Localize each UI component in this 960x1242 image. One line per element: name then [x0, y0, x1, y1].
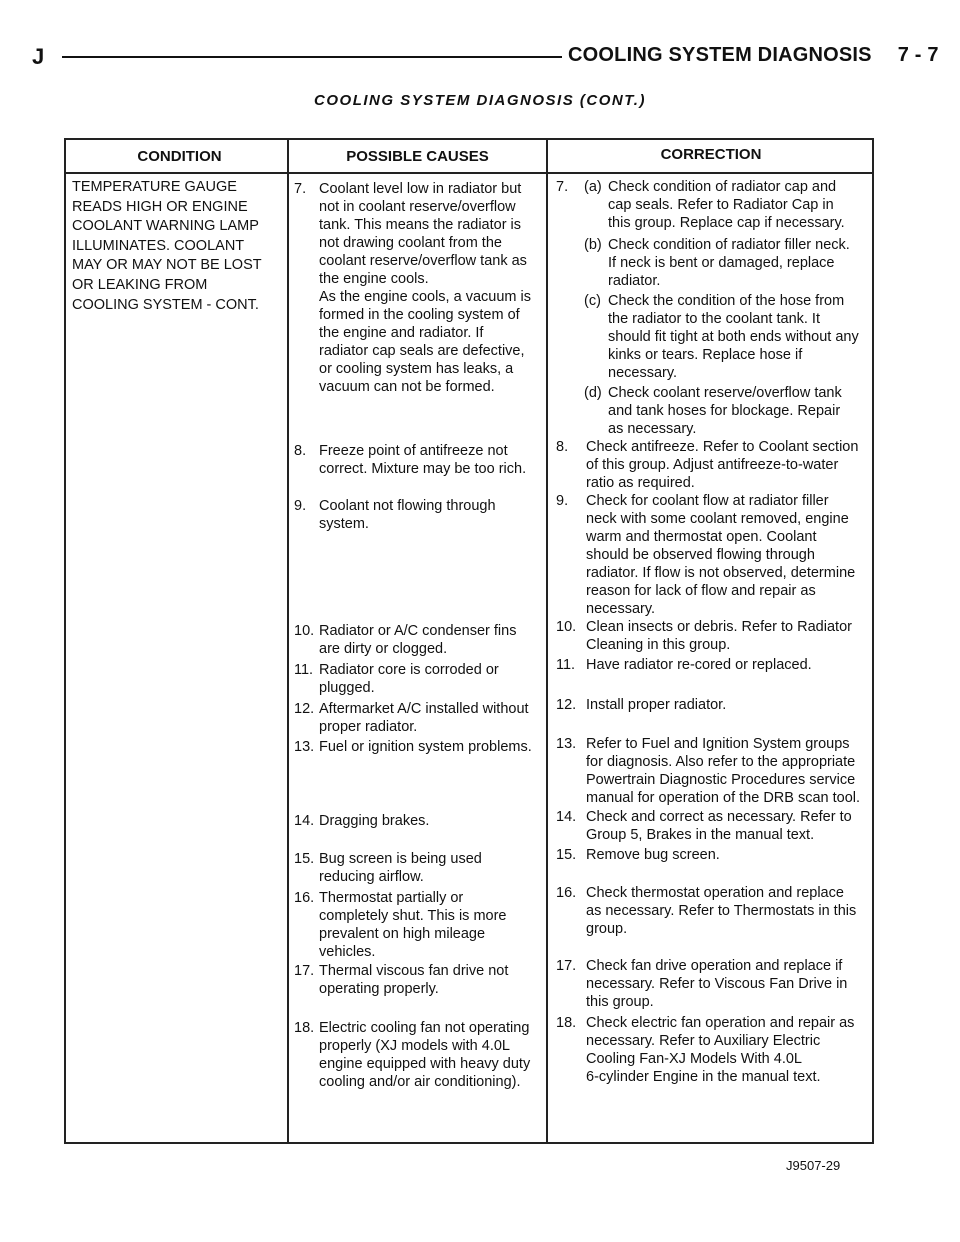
correction-line: Check coolant reserve/overflow tank	[608, 385, 842, 401]
cause-line: the engine cools.	[319, 271, 429, 287]
cause-line: reducing airflow.	[319, 869, 424, 885]
cause-text	[319, 738, 544, 756]
condition-line: COOLANT WARNING LAMP	[72, 218, 259, 235]
cause-text	[319, 889, 544, 961]
correction-text	[586, 735, 870, 807]
condition-line: COOLING SYSTEM - CONT.	[72, 296, 259, 313]
correction-line: Check condition of radiator cap and	[608, 179, 837, 195]
condition-line: READS HIGH OR ENGINE	[72, 198, 248, 215]
correction-line: neck with some coolant removed, engine	[586, 511, 849, 527]
cause-line: Thermostat partially or	[319, 890, 464, 906]
correction-line: Check for coolant flow at radiator filler	[586, 493, 829, 509]
header-title: COOLING SYSTEM DIAGNOSIS	[568, 44, 872, 66]
correction-line: Have radiator re-cored or replaced.	[586, 657, 812, 673]
column-header-correction: CORRECTION	[660, 146, 762, 163]
correction-number: 16.	[556, 885, 577, 901]
correction-text	[586, 656, 870, 674]
cause-note-line: formed in the cooling system of	[319, 307, 520, 323]
correction-number: 12.	[556, 697, 577, 713]
cause-line: properly (XJ models with 4.0L	[319, 1038, 510, 1054]
header-title-block	[568, 44, 939, 67]
correction-number: 18.	[556, 1015, 577, 1031]
correction-line: Cooling Fan-XJ Models With 4.0L	[586, 1051, 802, 1067]
correction-line: Powertrain Diagnostic Procedures service	[586, 772, 856, 788]
correction-line: should fit tight at both ends without any	[608, 329, 859, 345]
correction-sub-label: (b)	[584, 237, 602, 253]
cause-note-line: the engine and radiator. If	[319, 325, 484, 341]
cause-note-text	[319, 288, 540, 396]
correction-number: 17.	[556, 958, 577, 974]
correction-line: reason for lack of flow and repair as	[586, 583, 816, 599]
correction-sub-label: (a)	[584, 179, 602, 195]
condition-line: MAY OR MAY NOT BE LOST	[72, 257, 262, 274]
cause-number: 16.	[294, 890, 315, 906]
table-header-rule	[64, 172, 874, 174]
cause-line: Radiator core is corroded or	[319, 662, 499, 678]
cause-text	[319, 180, 544, 288]
cause-note-line: radiator cap seals are defective,	[319, 343, 525, 359]
cause-text	[319, 962, 544, 998]
header-rule	[62, 56, 562, 58]
correction-number: 9.	[556, 493, 569, 509]
correction-text	[586, 492, 870, 618]
correction-number: 7.	[556, 179, 569, 195]
cause-number: 17.	[294, 963, 315, 979]
correction-line: necessary.	[586, 601, 656, 617]
cause-line: Dragging brakes.	[319, 813, 430, 829]
correction-line: kinks or tears. Replace hose if	[608, 347, 803, 363]
cause-line: Fuel or ignition system problems.	[319, 739, 532, 755]
section-title: COOLING SYSTEM DIAGNOSIS (CONT.)	[314, 92, 646, 109]
correction-line: Refer to Fuel and Ignition System groups	[586, 736, 850, 752]
correction-line: If neck is bent or damaged, replace	[608, 255, 835, 271]
cause-number: 11.	[294, 662, 314, 678]
correction-number: 14.	[556, 809, 577, 825]
cause-line: proper radiator.	[319, 719, 418, 735]
cause-line: are dirty or clogged.	[319, 641, 448, 657]
correction-sub-label: (d)	[584, 385, 602, 401]
cause-text	[319, 497, 544, 533]
correction-number: 15.	[556, 847, 577, 863]
correction-line: Remove bug screen.	[586, 847, 720, 863]
correction-line: Check thermostat operation and replace	[586, 885, 844, 901]
cause-number: 7.	[294, 181, 307, 197]
cause-line: Bug screen is being used	[319, 851, 482, 867]
correction-text	[586, 618, 870, 654]
correction-line: Check electric fan operation and repair as	[586, 1015, 855, 1031]
correction-line: for diagnosis. Also refer to the appropriate	[586, 754, 856, 770]
correction-line: Install proper radiator.	[586, 697, 727, 713]
correction-line: radiator. If flow is not observed, determine	[586, 565, 856, 581]
correction-text	[586, 846, 870, 864]
cause-text	[319, 850, 544, 886]
correction-line: cap seals. Refer to Radiator Cap in	[608, 197, 834, 213]
cause-line: Coolant not flowing through	[319, 498, 496, 514]
page-number: 7 - 7	[897, 44, 939, 66]
correction-line: Cleaning in this group.	[586, 637, 731, 653]
correction-sub-label: (c)	[584, 293, 601, 309]
correction-line: group.	[586, 921, 628, 937]
cause-number: 13.	[294, 739, 315, 755]
correction-line: this group.	[586, 994, 654, 1010]
correction-line: Clean insects or debris. Refer to Radiator	[586, 619, 852, 635]
correction-line: the radiator to the coolant tank. It	[608, 311, 820, 327]
cause-line: Electric cooling fan not operating	[319, 1020, 530, 1036]
table-column-rule-1	[287, 140, 289, 1143]
correction-line: this group. Replace cap if necessary.	[608, 215, 845, 231]
correction-line: should be observed flowing through	[586, 547, 815, 563]
correction-line: necessary. Refer to Viscous Fan Drive in	[586, 976, 848, 992]
correction-line: Check condition of radiator filler neck.	[608, 237, 850, 253]
cause-number: 12.	[294, 701, 315, 717]
correction-line: Check antifreeze. Refer to Coolant section	[586, 439, 859, 455]
correction-sub-text	[608, 236, 870, 290]
cause-line: Aftermarket A/C installed without	[319, 701, 529, 717]
table-column-rule-2	[546, 140, 548, 1143]
correction-number: 13.	[556, 736, 577, 752]
cause-number: 10.	[294, 623, 315, 639]
cause-line: vehicles.	[319, 944, 376, 960]
cause-line: operating properly.	[319, 981, 439, 997]
cause-line: tank. This means the radiator is	[319, 217, 522, 233]
correction-text	[586, 884, 870, 938]
cause-line: system.	[319, 516, 369, 532]
cause-line: Coolant level low in radiator but	[319, 181, 522, 197]
cause-text	[319, 1019, 544, 1091]
cause-text	[319, 442, 544, 478]
correction-text	[586, 696, 870, 714]
cause-text	[319, 700, 544, 736]
cause-text	[319, 661, 544, 697]
cause-number: 14.	[294, 813, 315, 829]
cause-number: 9.	[294, 498, 307, 514]
cause-note-line: As the engine cools, a vacuum is	[319, 289, 531, 305]
correction-number: 8.	[556, 439, 569, 455]
correction-sub-text	[608, 178, 870, 232]
correction-sub-text	[608, 384, 870, 438]
column-header-condition: CONDITION	[137, 148, 222, 165]
cause-line: correct. Mixture may be too rich.	[319, 461, 527, 477]
cause-text	[319, 622, 544, 658]
cause-note-line: vacuum can not be formed.	[319, 379, 495, 395]
header-section-letter: J	[32, 44, 45, 69]
figure-id: J9507-29	[786, 1158, 841, 1173]
correction-number: 10.	[556, 619, 577, 635]
cause-line: completely shut. This is more	[319, 908, 507, 924]
cause-note-line: or cooling system has leaks, a	[319, 361, 514, 377]
cause-text	[319, 812, 544, 830]
cause-line: Radiator or A/C condenser fins	[319, 623, 517, 639]
correction-line: necessary.	[608, 365, 678, 381]
correction-line: necessary. Refer to Auxiliary Electric	[586, 1033, 821, 1049]
correction-text	[586, 1014, 870, 1086]
correction-line: and tank hoses for blockage. Repair	[608, 403, 841, 419]
cause-line: cooling and/or air conditioning).	[319, 1074, 521, 1090]
correction-line: ratio as required.	[586, 475, 695, 491]
condition-line: TEMPERATURE GAUGE	[72, 179, 237, 195]
correction-sub-text	[608, 292, 870, 382]
correction-line: as necessary. Refer to Thermostats in this	[586, 903, 857, 919]
cause-number: 8.	[294, 443, 307, 459]
cause-line: Thermal viscous fan drive not	[319, 963, 509, 979]
correction-text	[586, 957, 870, 1011]
correction-text	[586, 808, 870, 844]
correction-text	[586, 438, 870, 492]
correction-line: warm and thermostat open. Coolant	[586, 529, 817, 545]
column-header-possible-causes: POSSIBLE CAUSES	[346, 148, 489, 165]
correction-number: 11.	[556, 657, 576, 673]
condition-line: ILLUMINATES. COOLANT	[72, 237, 245, 254]
correction-line: radiator.	[608, 273, 661, 289]
cause-line: prevalent on high mileage	[319, 926, 486, 942]
correction-line: as necessary.	[608, 421, 697, 437]
correction-line: 6-cylinder Engine in the manual text.	[586, 1069, 821, 1085]
cause-line: not drawing coolant from the	[319, 235, 502, 251]
cause-line: not in coolant reserve/overflow	[319, 199, 516, 215]
cause-number: 18.	[294, 1020, 315, 1036]
cause-line: engine equipped with heavy duty	[319, 1056, 531, 1072]
correction-line: of this group. Adjust antifreeze-to-water	[586, 457, 839, 473]
correction-line: Group 5, Brakes in the manual text.	[586, 827, 815, 843]
correction-line: Check the condition of the hose from	[608, 293, 845, 309]
correction-line: Check and correct as necessary. Refer to	[586, 809, 852, 825]
condition-text	[72, 178, 284, 315]
cause-number: 15.	[294, 851, 315, 867]
correction-line: manual for operation of the DRB scan tool.	[586, 790, 861, 806]
condition-line: OR LEAKING FROM	[72, 276, 208, 293]
cause-line: plugged.	[319, 680, 375, 696]
cause-line: Freeze point of antifreeze not	[319, 443, 508, 459]
correction-line: Check fan drive operation and replace if	[586, 958, 843, 974]
cause-line: coolant reserve/overflow tank as	[319, 253, 527, 269]
